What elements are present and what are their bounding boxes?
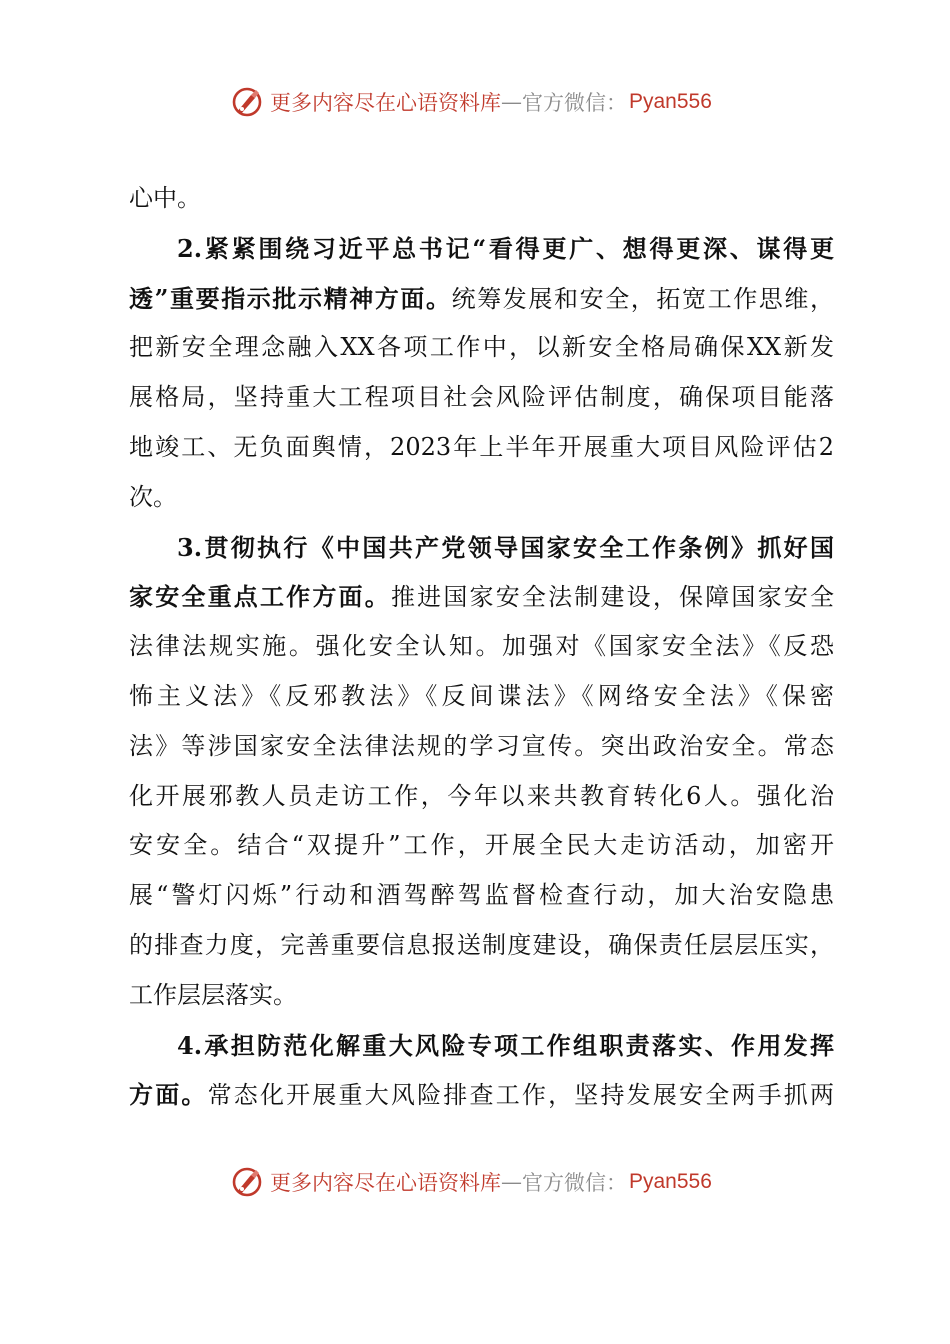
- bold-heading-text: 2.紧紧围绕习近平总书记“看得更广、想得更深、谋得更: [177, 233, 834, 263]
- document-body: [129, 174, 834, 1120]
- body-text-segment: 安安全。结合“双提升”工作，开展全民大走访活动，加密开: [129, 831, 834, 860]
- body-text-segment: 展格局，坚持重大工程项目社会风险评估制度，确保项目能落: [129, 383, 834, 412]
- body-text-segment: 法》等涉国家安全法律法规的学习宣传。突出政治安全。常态: [129, 731, 834, 760]
- text-line: [129, 821, 834, 871]
- body-text-segment: 的排查力度，完善重要信息报送制度建设，确保责任层层压实，: [129, 930, 834, 959]
- watermark-banner-top: [230, 84, 712, 120]
- text-line: [129, 722, 834, 772]
- text-line: [129, 971, 834, 1021]
- paragraph: [129, 1021, 834, 1121]
- body-text-segment: 工作层层落实。: [129, 980, 297, 1009]
- text-line: [129, 772, 834, 822]
- text-line: [129, 572, 834, 622]
- body-text-segment: 心中。: [129, 184, 201, 212]
- text-line: [129, 1070, 834, 1120]
- text-line: [129, 523, 834, 573]
- watermark-separator: —: [501, 1170, 522, 1194]
- body-text-segment: 地竣工、无负面舆情，2023年上半年开展重大项目风险评估2: [129, 432, 834, 461]
- watermark-banner-bottom: [230, 1164, 712, 1200]
- body-text-segment: 常态化开展重大风险排查工作，坚持发展安全两手抓两: [207, 1081, 834, 1110]
- watermark-site-text: 更多内容尽在心语资料库: [270, 1171, 501, 1195]
- bold-heading-text: 3.贯彻执行《中国共产党领导国家安全工作条例》抓好国: [177, 532, 834, 562]
- pen-nib-logo-icon: [230, 1165, 264, 1199]
- text-line: [129, 622, 834, 672]
- text-line: [129, 473, 834, 523]
- text-line: [129, 672, 834, 722]
- bold-heading-text: 4.承担防范化解重大风险专项工作组职责落实、作用发挥: [177, 1030, 834, 1060]
- body-text-segment: 化开展邪教人员走访工作，今年以来共教育转化6人。强化治: [129, 781, 834, 810]
- paragraph: [129, 523, 834, 1021]
- body-text-segment: 次。: [129, 482, 177, 511]
- body-text-segment: 把新安全理念融入XX各项工作中，以新安全格局确保XX新发: [129, 333, 834, 362]
- watermark-contact-id: Pyan556: [629, 1170, 712, 1193]
- text-line: [129, 373, 834, 423]
- pen-nib-logo-icon: [230, 85, 264, 119]
- bold-heading-text: 方面。: [129, 1080, 208, 1110]
- text-line: [129, 174, 834, 224]
- watermark-separator: —: [501, 90, 522, 114]
- text-line: [129, 274, 834, 324]
- paragraph: [129, 174, 834, 224]
- bold-heading-text: 家安全重点工作方面。: [129, 582, 391, 612]
- text-line: [129, 423, 834, 473]
- body-text-segment: 推进国家安全法制建设，保障国家安全: [390, 583, 835, 612]
- text-line: [129, 224, 834, 274]
- paragraph: [129, 224, 834, 523]
- watermark-contact-label: 官方微信：: [522, 1171, 627, 1195]
- body-text-segment: 展“警灯闪烁”行动和酒驾醉驾监督检查行动，加大治安隐患: [129, 881, 834, 910]
- bold-heading-text: 透”重要指示批示精神方面。: [129, 283, 452, 313]
- watermark-contact-id: Pyan556: [629, 90, 712, 113]
- body-text-segment: 统筹发展和安全，拓宽工作思维，: [451, 284, 835, 313]
- body-text-segment: 法律法规实施。强化安全认知。加强对《国家安全法》《反恐: [129, 632, 834, 661]
- text-line: [129, 323, 834, 373]
- watermark-site-text: 更多内容尽在心语资料库: [270, 91, 501, 115]
- text-line: [129, 921, 834, 971]
- text-line: [129, 1021, 834, 1071]
- text-line: [129, 871, 834, 921]
- body-text-segment: 怖主义法》《反邪教法》《反间谍法》《网络安全法》《保密: [129, 681, 834, 710]
- watermark-contact-label: 官方微信：: [522, 91, 627, 115]
